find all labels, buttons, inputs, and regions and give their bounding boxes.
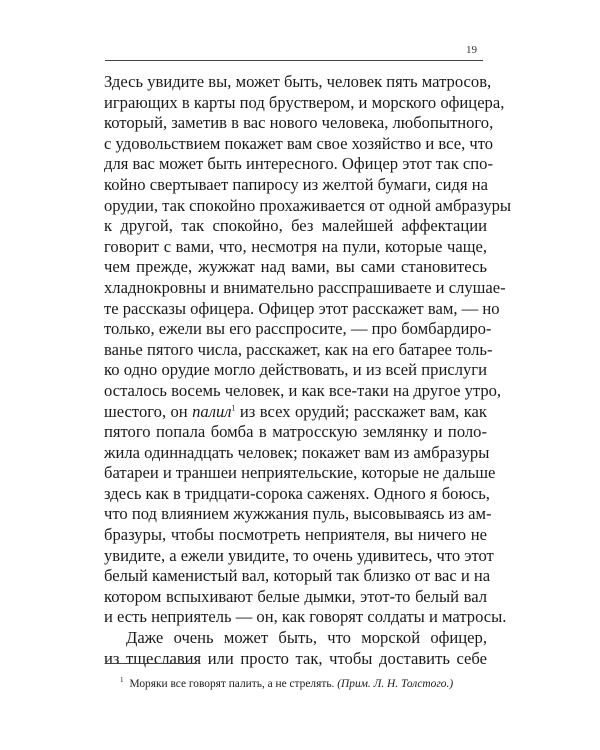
text-line: играющих в карты под бруствером, и морского офицера, (104, 92, 505, 112)
header-rule (105, 60, 483, 61)
footnote-attribution: (Прим. Л. Н. Толстого.) (337, 677, 454, 690)
text-line: к другой, так спокойно, без малейшей аффектации (104, 216, 487, 236)
paragraph-1 (104, 72, 512, 628)
text-line: говорит с вами, что, несмотря на пули, которые чаще, (104, 236, 487, 256)
text-line: пятого попала бомба в матросскую землянку и поло- (104, 422, 487, 442)
text-line-with-footnote (104, 402, 487, 423)
text-line: увидите, а ежели увидите, то очень удивитесь, что этот (104, 545, 494, 565)
text-line: с удовольствием покажет вам свое хозяйство и все, что (104, 133, 494, 153)
body-text (104, 72, 512, 669)
text-line: чем прежде, жужжат над вами, вы сами становитесь (104, 257, 487, 277)
text-line: батареи и траншеи неприятельские, которые не дальше (104, 463, 496, 483)
text-line: только, ежели вы его расспросите, — про бомбардиро- (104, 319, 492, 339)
footnote-mark: 1 (120, 676, 124, 684)
text-fragment: из всех орудий; расскажет вам, как (235, 401, 487, 421)
footnote-text: Моряки все говорят палить, а не стрелять. (129, 677, 335, 690)
footnote-reference[interactable]: 1 (231, 402, 236, 412)
text-line: который, заметив в вас нового человека, любопытного, (104, 113, 494, 133)
text-line: Здесь увидите вы, может быть, человек пять матросов, (104, 72, 492, 91)
text-line: из тщеславия или просто так, чтобы доставить себе (104, 648, 487, 668)
text-fragment: шестого, он (104, 401, 193, 421)
text-line: ванье пятого числа, расскажет, как на его батарее толь- (104, 339, 493, 359)
text-line: бразуры, чтобы посмотреть неприятеля, вы ничего не (104, 525, 487, 545)
text-line: жила одиннадцать человек; покажет вам из амбразуры (104, 442, 490, 462)
text-line: и есть неприятель — он, как говорят солдаты и матросы. (104, 607, 507, 627)
text-line: котором вспыхивают белые дымки, этот-то белый вал (104, 586, 487, 606)
text-line: что под влиянием жужжания пуль, высовываясь из ам- (104, 504, 492, 524)
text-line: Даже очень может быть, что морской офицер, (126, 628, 487, 648)
text-line: ко одно орудие могло действовать, и из всей прислуги (104, 360, 487, 380)
italic-word: палил (192, 401, 232, 421)
text-line: белый каменистый вал, который так близко от вас и на (104, 566, 491, 586)
page-number: 19 (466, 44, 477, 56)
text-line: орудии, так спокойно прохаживается от одной амбразуры (104, 195, 512, 215)
text-line: здесь как в тридцати-сорока саженях. Одного я боюсь, (104, 483, 490, 503)
text-line: хладнокровны и внимательно расспрашиваете и слушае- (104, 277, 506, 297)
footnote-rule (105, 663, 197, 664)
text-line: для вас может быть интересного. Офицер этот так спо- (104, 154, 493, 174)
footnote (120, 673, 453, 691)
text-line: койно свертывает папиросу из желтой бумаги, сидя на (104, 174, 488, 194)
text-line: те рассказы офицера. Офицер этот расскажет вам, — но (104, 298, 500, 318)
text-line: осталось восемь человек, и как все-таки на другое утро, (104, 380, 502, 400)
